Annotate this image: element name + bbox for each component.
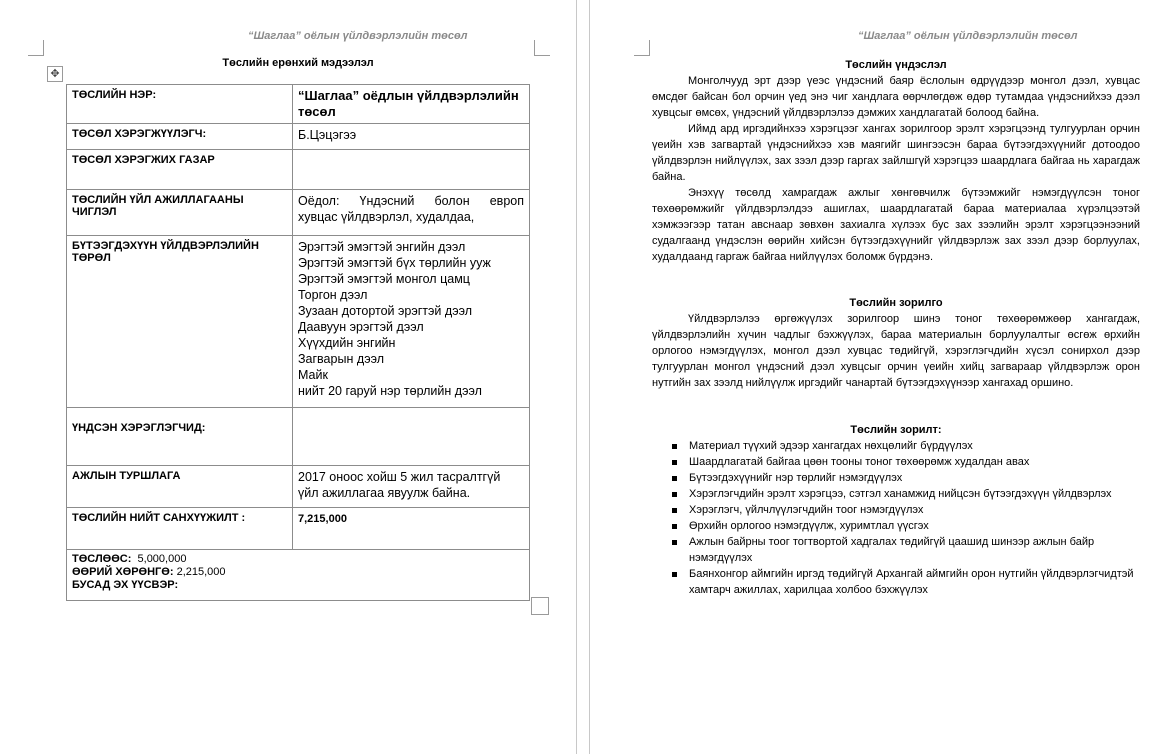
row-value <box>293 408 530 466</box>
list-item: Эрэгтэй эмэгтэй энгийн дээл <box>298 240 466 254</box>
bullet-icon <box>672 492 677 497</box>
table-row <box>67 550 530 601</box>
row-label: ҮНДСЭН ХЭРЭГЛЭГЧИД: <box>67 408 293 466</box>
list-item <box>652 534 1140 566</box>
row-value <box>293 236 530 408</box>
funding-label: ТӨСЛӨӨС: <box>72 553 132 565</box>
table-row <box>67 508 530 550</box>
list-item-text: Хэрэглэгчдийн эрэлт хэрэгцээ, сэтгэл ханамжид нийцсэн бүтээгдэхүүн үйлдвэрлэх <box>689 488 1112 500</box>
funding-value: 5,000,000 <box>137 553 187 565</box>
row-value <box>293 150 530 190</box>
bullet-icon <box>672 572 677 577</box>
list-item-text: Бүтээгдэхүүнийг нэр төрлийг нэмэгдүүлэх <box>689 472 903 484</box>
objectives-list <box>652 438 1140 598</box>
list-item <box>652 566 1140 598</box>
row-label: ТӨСӨЛ ХЭРЭГЖИХ ГАЗАР <box>67 150 293 190</box>
list-item-text: Шаардлагатай байгаа цөөн тооны тоног төхөөрөмж худалдан авах <box>689 456 1030 468</box>
table-row <box>67 236 530 408</box>
list-item: Торгон дээл <box>298 288 368 302</box>
list-item: Даавуун эрэгтэй дээл <box>298 320 424 334</box>
section-heading: Төслийн зорилт: <box>850 424 942 436</box>
list-item-text: Ажлын байрны тоог тогтвортой хадгалах төдийгүй цаашид шинээр ажлын байр нэмэгдүүлэх <box>689 536 1095 564</box>
list-item: Майк <box>298 368 328 382</box>
list-item: Эрэгтэй эмэгтэй монгол цамц <box>298 272 470 286</box>
direction-line-1 <box>298 193 524 209</box>
list-item: Хүүхдийн энгийн <box>298 336 396 350</box>
crop-mark <box>28 40 44 56</box>
funding-loan <box>72 553 524 566</box>
table-row <box>67 150 530 190</box>
list-item: Зузаан дотортой эрэгтэй дээл <box>298 304 473 318</box>
running-header: “Шаглаа” оёлын үйлдвэрлэлийн төсөл <box>858 30 1078 42</box>
row-value <box>293 85 530 124</box>
word: Оёдол: <box>298 194 340 208</box>
list-item-text: Баянхонгор аймгийн иргэд төдийгүй Архангай аймгийн орон нутгийн үйлдвэрлэгчидтэй хамтарч ажиллах, харилцаа холбоо бэхжүүлэх <box>689 568 1134 596</box>
paragraph: Иймд ард иргэдийнхээ хэрэгцээг хангах зорилгоор эрэлт хэрэгцээнд тулгуурлан орчин үеийн хэв загвартай үндэснийхээ хэв маягийг шингээсэн бараа бүтээгдэхүүнийг дотоодоо үйлдвэрлэн нийлүүлэх, зах зээл дээр гаргах зайлшгүй хэрэгцээ шаардлага байгаа нь харагдаж байна. <box>652 123 1140 183</box>
table-row <box>67 124 530 150</box>
table-row <box>67 190 530 236</box>
project-name: “Шаглаа” оёдлын үйлдвэрлэлийн төсөл <box>298 88 519 119</box>
row-label: ТӨСӨЛ ХЭРЭГЖҮҮЛЭГЧ: <box>67 124 293 150</box>
list-item <box>652 470 1140 486</box>
list-item-text: Материал түүхий эдээр хангагдах нөхцөлийг бүрдүүлэх <box>689 440 973 452</box>
document-page-1[interactable] <box>0 0 576 754</box>
row-label: ТӨСЛИЙН НИЙТ САНХҮҮЖИЛТ : <box>67 508 293 550</box>
list-item <box>652 502 1140 518</box>
row-label: БҮТЭЭГДЭХҮҮН ҮЙЛДВЭРЛЭЛИЙН ТӨРӨЛ <box>67 236 293 408</box>
list-item-text: Хэрэглэгч, үйлчлүүлэгчдийн тоог нэмэгдүүлэх <box>689 504 924 516</box>
list-item-text: Өрхийн орлогоо нэмэгдүүлж, хуримтлал үүсгэх <box>689 520 929 532</box>
table-row <box>67 408 530 466</box>
section-heading: Төслийн зорилго <box>849 297 943 309</box>
paragraph: Монголчууд эрт дээр үеэс үндэсний баяр ёслолын өдрүүдээр монгол дээл, хувцас өмсдөг байсан бол орчин үед энэ чиг хандлага өөрчлөгдөж өдөр тутамдаа үндэснийхээ дээл хувцсыг өмсөх, үндэсний үйлдвэрлэлээ дэмжих хандлагатай болоод байна. <box>652 75 1140 119</box>
word: Үндэсний <box>359 194 415 208</box>
bullet-icon <box>672 476 677 481</box>
crop-mark <box>534 40 550 56</box>
section-objectives <box>652 422 1140 598</box>
row-label: ТӨСЛИЙН НЭР: <box>67 85 293 124</box>
table-resize-handle[interactable] <box>531 597 549 615</box>
section-basis <box>652 57 1140 265</box>
list-item <box>652 438 1140 454</box>
bullet-icon <box>672 524 677 529</box>
direction-line-2: хувцас үйлдвэрлэл, худалдаа, <box>298 210 475 224</box>
paragraph: Энэхүү төсөлд хамрагдаж ажлыг хөнгөвчилж бүтээмжийг нэмэгдүүлсэн тоног төхөөрөмжийг үйлдвэрлэлдээ ашиглах, шаардлагатай бараа материалаа хүрэлцээтэй хэмжээгээр татан авснаар зөвхөн захиалга хүлээх бус зах зээлийн эрэлт хэрэгцээнээний судалгаанд үндэслэн өөрийн хийсэн бүтээгдэхүүнийг үйлдвэрлэж зах зээл дээр борлуулах, худалдаанд гаргаж байгаа нийлүүлэх боломж бүрдэнэ. <box>652 187 1140 263</box>
list-item <box>652 486 1140 502</box>
table-row <box>67 85 530 124</box>
project-info-table <box>66 84 530 601</box>
row-label: ТӨСЛИЙН ҮЙЛ АЖИЛЛАГААНЫ ЧИГЛЭЛ <box>67 190 293 236</box>
funding-label: БУСАД ЭХ ҮҮСВЭР: <box>72 579 179 591</box>
document-page-2[interactable] <box>590 0 1172 754</box>
list-item <box>652 454 1140 470</box>
section-heading: Төслийн үндэслэл <box>845 59 947 71</box>
running-header: “Шаглаа” оёлын үйлдвэрлэлийн төсөл <box>248 30 468 42</box>
section-goal <box>652 295 1140 391</box>
bullet-icon <box>672 444 677 449</box>
word: европ <box>489 194 524 208</box>
funding-own <box>72 566 524 579</box>
row-value: 2017 оноос хойш 5 жил тасралтгүй үйл ажиллагаа явуулж байна. <box>293 466 530 508</box>
list-item: Эрэгтэй эмэгтэй бүх төрлийн ууж <box>298 256 491 270</box>
bullet-icon <box>672 460 677 465</box>
word: болон <box>434 194 470 208</box>
table-row <box>67 466 530 508</box>
page-gap <box>576 0 590 754</box>
row-value: Б.Цэцэгээ <box>293 124 530 150</box>
list-item: Загварын дээл <box>298 352 385 366</box>
funding-label: ӨӨРИЙ ХӨРӨНГӨ: <box>72 566 174 578</box>
list-item: нийт 20 гаруй нэр төрлийн дээл <box>298 384 482 398</box>
row-label: АЖЛЫН ТУРШЛАГА <box>67 466 293 508</box>
funding-other <box>72 579 524 592</box>
crop-mark <box>634 40 650 56</box>
paragraph: Үйлдвэрлэлээ өргөжүүлэх зорилгоор шинэ тоног төхөөрөмжөөр хангагдаж, үйлдвэрлэлийн хүчин чадлыг бэхжүүлэх, бараа материалын борлуулалтыг өсгөж өрхийн орлогоо нэмэгдүүлэх, монгол дээл хувцас төдийгүй, хэрэглэгчдийн хүсэл сонирхол дээр тулгуурлан монгол үндэсний дээл хувцсыг орчин үеийн хийц загвараар үйлдвэрлэж орон нутгийн зах зээлд нийлүүлж иргэдийг чанартай бүтээгдэхүүнээр хангахад оршино. <box>652 313 1140 389</box>
bullet-icon <box>672 508 677 513</box>
table-move-icon[interactable]: ✥ <box>47 66 63 82</box>
bullet-icon <box>672 540 677 545</box>
row-value <box>293 190 530 236</box>
page-title: Төслийн ерөнхий мэдээлэл <box>222 57 374 69</box>
list-item <box>652 518 1140 534</box>
total-funding-value: 7,215,000 <box>293 508 530 550</box>
funding-value: 2,215,000 <box>176 566 226 578</box>
funding-breakdown <box>67 550 530 601</box>
